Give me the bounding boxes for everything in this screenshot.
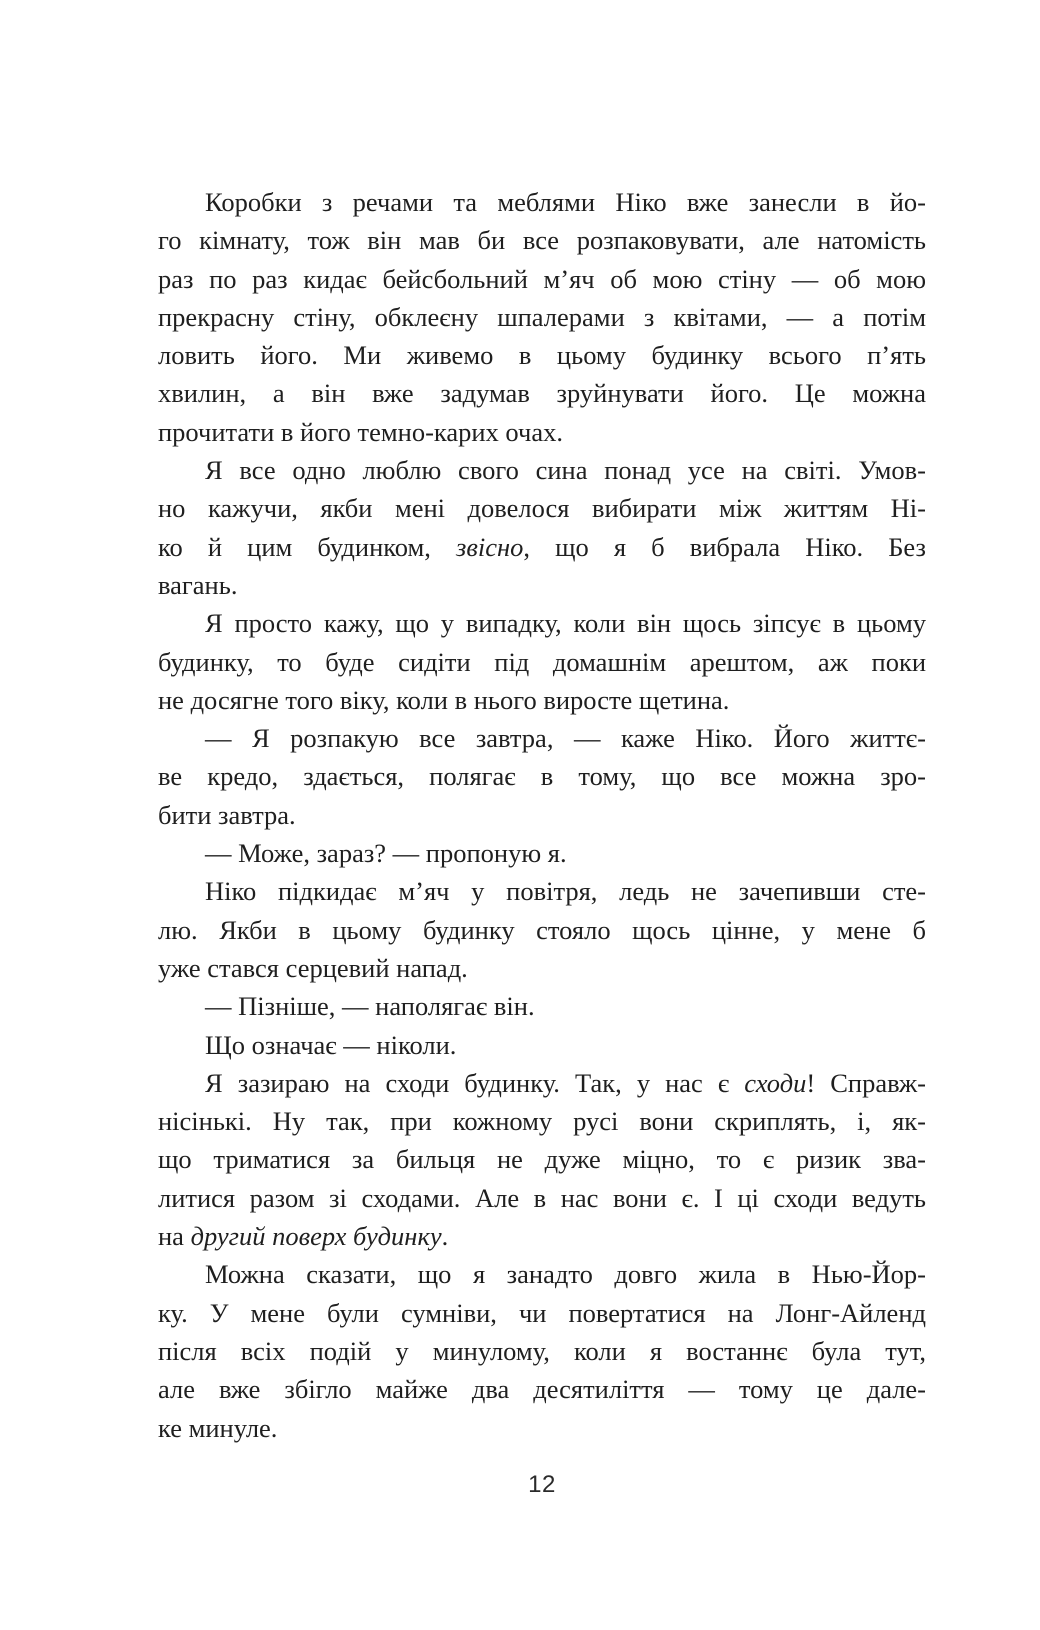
text-line — [158, 604, 926, 642]
paragraph — [158, 987, 926, 1025]
text-line — [158, 1370, 926, 1408]
text-segment: нісінькі. Ну так, при кожному русі вони скриплять, і, як- — [158, 1106, 926, 1137]
text-line — [158, 1064, 926, 1102]
text-segment: раз по раз кидає бейсбольний м’яч об мою стіну — об мою — [158, 263, 926, 294]
text-segment: ловить його. Ми живемо в цьому будинку всього п’ять — [158, 340, 926, 371]
text-segment: го кімнату, тож він мав би все розпаковувати, але натомість — [158, 225, 926, 256]
text-line — [158, 872, 926, 910]
text-segment: — Може, зараз? — пропоную я. — [205, 838, 567, 869]
text-line — [158, 566, 926, 604]
text-line — [158, 336, 926, 374]
text-line — [158, 298, 926, 336]
text-line — [158, 987, 926, 1025]
text-segment: прочитати в його темно-карих очах. — [158, 416, 563, 447]
text-segment: не досягне того віку, коли в нього виросте щетина. — [158, 684, 730, 715]
text-segment: хвилин, а він вже задумав зруйнувати його. Це можна — [158, 378, 926, 409]
paragraph — [158, 604, 926, 719]
text-line — [158, 528, 926, 566]
text-line — [158, 374, 926, 412]
text-segment: але вже збігло майже два десятиліття — тому це дале- — [158, 1374, 926, 1405]
text-segment: лю. Якби в цьому будинку стояло щось цінне, у мене б — [158, 914, 926, 945]
text-segment: Що означає — ніколи. — [205, 1029, 457, 1060]
text-line — [158, 260, 926, 298]
text-line — [158, 1332, 926, 1370]
text-segment: Я все одно люблю свого сина понад усе на світі. Умов- — [205, 455, 926, 486]
text-segment: після всіх подій у минулому, коли я востаннє була тут, — [158, 1335, 926, 1366]
text-line — [158, 1102, 926, 1140]
text-segment: литися разом зі сходами. Але в нас вони є. І ці сходи ведуть — [158, 1182, 926, 1213]
text-line — [158, 1026, 926, 1064]
text-segment: Я просто кажу, що у випадку, коли він щось зіпсує в цьому — [205, 608, 926, 639]
text-line — [158, 719, 926, 757]
text-segment: що триматися за бильця не дуже міцно, то є ризик зва- — [158, 1144, 926, 1175]
text-line — [158, 1255, 926, 1293]
text-line — [158, 221, 926, 259]
text-line — [158, 1409, 926, 1447]
text-segment: ! Справж- — [806, 1067, 926, 1098]
paragraph — [158, 1255, 926, 1446]
text-line — [158, 1179, 926, 1217]
text-segment: Ніко підкидає м’яч у повітря, ледь не зачепивши сте- — [205, 876, 926, 907]
body-text — [158, 183, 926, 1447]
text-segment: , що я б вибрала Ніко. Без — [523, 531, 926, 562]
text-segment: . — [441, 1221, 449, 1252]
italic-text-segment: другий поверх будинку — [190, 1221, 442, 1252]
paragraph — [158, 183, 926, 451]
text-segment: будинку, то буде сидіти під домашнім арештом, аж поки — [158, 646, 926, 677]
text-segment: уже стався серцевий напад. — [158, 952, 468, 983]
text-line — [158, 834, 926, 872]
text-segment: ку. У мене були сумніви, чи повертатися на Лонг-Айленд — [158, 1297, 926, 1328]
text-line — [158, 681, 926, 719]
text-segment: ве кредо, здається, полягає в тому, що все можна зро- — [158, 761, 926, 792]
text-line — [158, 796, 926, 834]
text-segment: Я зазираю на сходи будинку. Так, у нас є — [205, 1067, 745, 1098]
text-segment: на — [158, 1221, 191, 1252]
text-line — [158, 949, 926, 987]
text-line — [158, 413, 926, 451]
page-number: 12 — [528, 1471, 556, 1498]
text-segment: — Я розпакую все завтра, — каже Ніко. Його життє- — [205, 723, 926, 754]
text-segment: — Пізніше, — наполягає він. — [205, 991, 535, 1022]
text-segment: ке минуле. — [158, 1412, 278, 1443]
text-line — [158, 911, 926, 949]
text-segment: но кажучи, якби мені довелося вибирати між життям Ні- — [158, 493, 926, 524]
text-segment: ко й цим будинком, — [158, 531, 457, 562]
text-segment: вагань. — [158, 569, 238, 600]
paragraph — [158, 1026, 926, 1064]
text-segment: прекрасну стіну, обклеєну шпалерами з квітами, — а потім — [158, 301, 926, 332]
text-line — [158, 757, 926, 795]
italic-text-segment: сходи — [744, 1067, 807, 1098]
text-line — [158, 1217, 926, 1255]
text-line — [158, 643, 926, 681]
paragraph — [158, 451, 926, 604]
text-line — [158, 1294, 926, 1332]
text-line — [158, 489, 926, 527]
paragraph — [158, 834, 926, 872]
text-segment: бити завтра. — [158, 799, 296, 830]
paragraph — [158, 1064, 926, 1255]
text-line — [158, 183, 926, 221]
paragraph — [158, 872, 926, 987]
text-line — [158, 1140, 926, 1178]
text-segment: Коробки з речами та меблями Ніко вже занесли в йо- — [205, 187, 926, 217]
text-line — [158, 451, 926, 489]
text-segment: Можна сказати, що я занадто довго жила в Нью-Йор- — [205, 1259, 926, 1290]
italic-text-segment: звісно — [456, 531, 524, 562]
paragraph — [158, 719, 926, 834]
